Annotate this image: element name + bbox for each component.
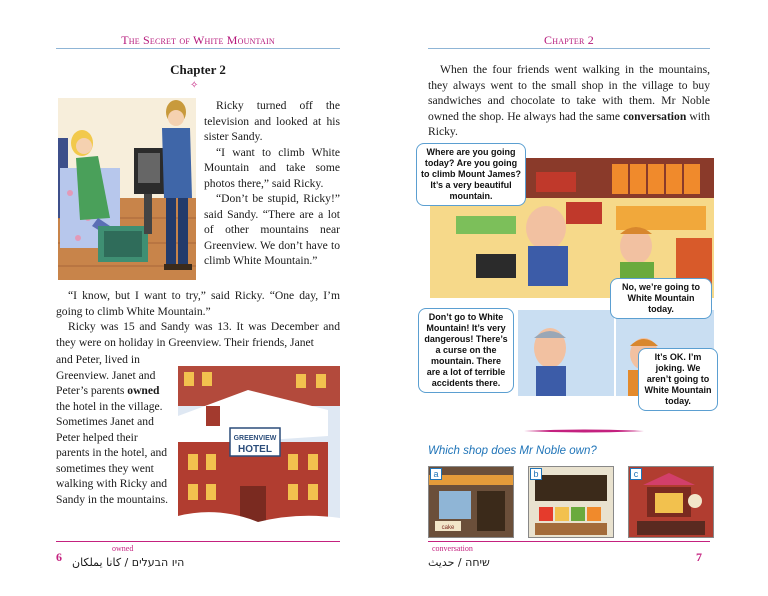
ornament-icon: ✧ [190, 80, 199, 91]
bottom-rule-left [56, 541, 340, 542]
story-paragraph: “I want to climb White Mountain and take some photos there,” said Ricky. [204, 145, 340, 190]
gloss-word: owned [112, 544, 134, 553]
top-rule-left [56, 48, 340, 49]
shop-a-sign: cake [441, 525, 455, 531]
activity-question: Which shop does Mr Noble own? [428, 445, 597, 457]
story-text-column [204, 98, 340, 269]
hotel-sign-line1: GREENVIEW [233, 435, 277, 442]
top-rule-right [428, 48, 710, 49]
story-text-right [428, 62, 710, 140]
speech-bubble-shopkeeper-2: Don’t go to White Mountain! It’s very dangerous! There’s a curse on the mountain. There are a lot of terrible accidents there. [418, 308, 514, 393]
story-paragraph: Ricky turned off the television and looked at his sister Sandy. [204, 99, 340, 143]
chapter-title: Chapter 2 [170, 62, 226, 77]
story-text: the hotel in the village. Sometimes Janet and Peter helped their parents in the hotel, and sometimes they went walking with Ricky and Sandy in the mountains. [56, 399, 169, 506]
story-text: When the four friends went walking in the mountains, they always went to the small shop in the village to buy sandwiches and chocolate to take with them. Mr Noble owned the shop. He always had the same [428, 63, 710, 123]
option-b-shop[interactable] [528, 466, 614, 538]
bedroom-illustration [58, 98, 196, 280]
option-label-c: c [630, 468, 642, 480]
story-paragraph: “I know, but I want to try,” said Ricky. “One day, I’m going to climb White Mountain.” [56, 289, 340, 318]
right-page [384, 0, 768, 596]
vocab-word-conversation: conversation [623, 109, 687, 123]
speech-bubble-ricky-2: It’s OK. I’m joking. We aren’t going to White Mountain today. [638, 348, 718, 411]
story-text-hotel-column [56, 352, 172, 507]
story-text-full [56, 288, 340, 350]
option-label-b: b [530, 468, 542, 480]
story-text: with Ricky. [428, 109, 710, 138]
bottom-rule-right [428, 541, 710, 542]
option-c-shop[interactable] [628, 466, 714, 538]
speech-bubble-ricky-1: No, we’re going to White Mountain today. [610, 278, 712, 319]
option-label-a: a [430, 468, 442, 480]
decorative-divider [524, 428, 644, 434]
vocab-word-owned: owned [127, 384, 160, 397]
translation-left: היו הבעלים / كانا يملكان [72, 556, 185, 569]
story-paragraph [428, 62, 710, 140]
story-paragraph: Ricky was 15 and Sandy was 13. It was December and they were on holiday in Greenview. Their friends, Janet [56, 320, 340, 349]
gloss-word: conversation [432, 544, 473, 553]
translation-right: שיחה / حديث [428, 556, 490, 569]
running-head-left: The Secret of White Mountain [121, 33, 275, 47]
option-a-shop[interactable] [428, 466, 514, 538]
speech-bubble-shopkeeper-1: Where are you going today? Are you going to climb Mount James? It’s a very beautiful mountain. [416, 143, 526, 206]
story-text: and Peter, lived in Greenview. Janet and Peter’s parents [56, 353, 156, 397]
page-number-right: 7 [696, 550, 702, 564]
hotel-sign-line2: HOTEL [238, 444, 272, 455]
story-paragraph: “Don’t be stupid, Ricky!” said Sandy. “There are a lot of other mountains near Greenview. We don’t have to climb White Mountain.” [204, 192, 340, 267]
running-head-right: Chapter 2 [544, 33, 594, 47]
hotel-illustration [178, 366, 340, 530]
page-number-left: 6 [56, 550, 62, 564]
